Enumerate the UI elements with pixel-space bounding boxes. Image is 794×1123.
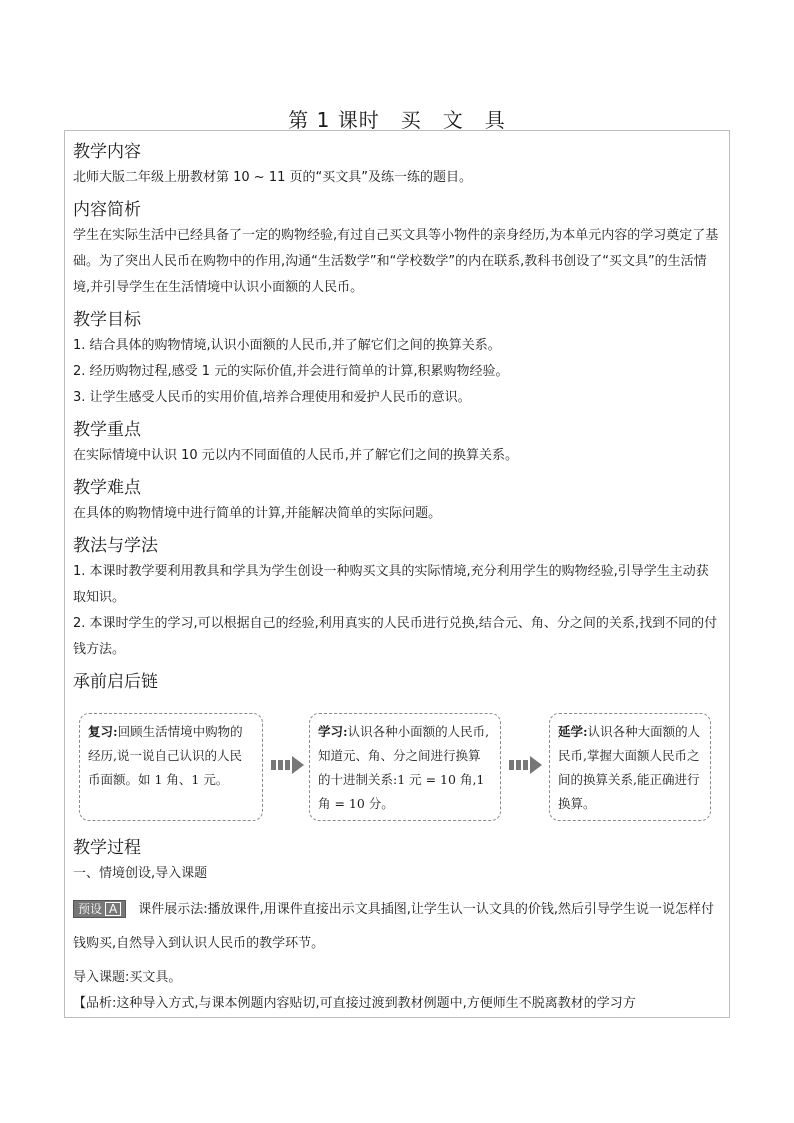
goal-item: 2. 经历购物过程,感受 1 元的实际价值,并会进行简单的计算,积累购物经验。 [73,364,509,379]
chain-label: 复习: [88,724,118,739]
chain-box-learn [309,713,501,821]
preset-paragraph [73,893,721,961]
chain-heading: 承前启后链 [73,672,158,692]
content-heading: 教学内容 [73,142,141,162]
arrow-icon [271,755,305,775]
chain-label: 延学: [558,724,588,739]
process-heading: 教学过程 [73,838,141,858]
goal-item: 1. 结合具体的购物情境,认识小面额的人民币,并了解它们之间的换算关系。 [73,338,501,353]
arrow-icon [509,755,543,775]
goal-item: 3. 让学生感受人民币的实用价值,培养合理使用和爱护人民币的意识。 [73,390,471,405]
page-title: 第 1 课时 买 文 具 [288,108,506,132]
method-heading: 教法与学法 [73,536,158,556]
analysis-heading: 内容简析 [73,200,141,220]
chain-box-review [79,713,263,821]
chain-text: 认识各种小面额的人民币,知道元、角、分之间进行换算的十进制关系:1 元 = 10 角,1 角 = 10 分。 [318,724,490,811]
chain-label: 学习: [318,724,348,739]
chain-diagram [73,703,721,821]
key-text: 在实际情境中认识 10 元以内不同面值的人民币,并了解它们之间的换算关系。 [73,448,518,463]
method-item: 2. 本课时学生的学习,可以根据自己的经验,利用真实的人民币进行兑换,结合元、角、分之间的关系,找到不同的付钱方法。 [73,616,718,657]
method-item: 1. 本课时教学要利用教具和学具为学生创设一种购买文具的实际情境,充分利用学生的购物经验,引导学生主动获取知识。 [73,564,709,605]
analysis-text: 学生在实际生活中已经具备了一定的购物经验,有过自己买文具等小物件的亲身经历,为本单元内容的学习奠定了基础。为了突出人民币在购物中的作用,沟通“生活数学”和“学校数学”的内在联系,教科书创设了“买文具”的生活情境,并引导学生在生活情境中认识小面额的人民币。 [73,228,719,295]
content-text: 北师大版二年级上册教材第 10 ~ 11 页的“买文具”及练一练的题目。 [73,170,472,185]
content-frame [64,130,730,1018]
difficulty-heading: 教学难点 [73,478,141,498]
preset-badge [73,900,126,918]
analysis-note: 【品析:这种导入方式,与课本例题内容贴切,可直接过渡到教材例题中,方便师生不脱离教材的学习方 [73,996,636,1011]
intro-text: 导入课题:买文具。 [73,970,182,985]
preset-label: 预设 [78,902,103,916]
preset-text: 课件展示法:播放课件,用课件直接出示文具插图,让学生认一认文具的价钱,然后引导学生说一说怎样付钱购买,自然导入到认识人民币的教学环节。 [73,902,715,951]
step-title: 一、情境创设,导入课题 [73,866,208,881]
preset-letter: A [105,902,121,916]
chain-text: 回顾生活情境中购物的经历,说一说自己认识的人民币面额。如 1 角、1 元。 [88,724,243,787]
difficulty-text: 在具体的购物情境中进行简单的计算,并能解决简单的实际问题。 [73,506,442,521]
chain-box-extend [549,713,711,821]
chain-text: 认识各种大面额的人民币,掌握大面额人民币之间的换算关系,能正确进行换算。 [558,724,701,811]
key-heading: 教学重点 [73,420,141,440]
goals-heading: 教学目标 [73,310,141,330]
